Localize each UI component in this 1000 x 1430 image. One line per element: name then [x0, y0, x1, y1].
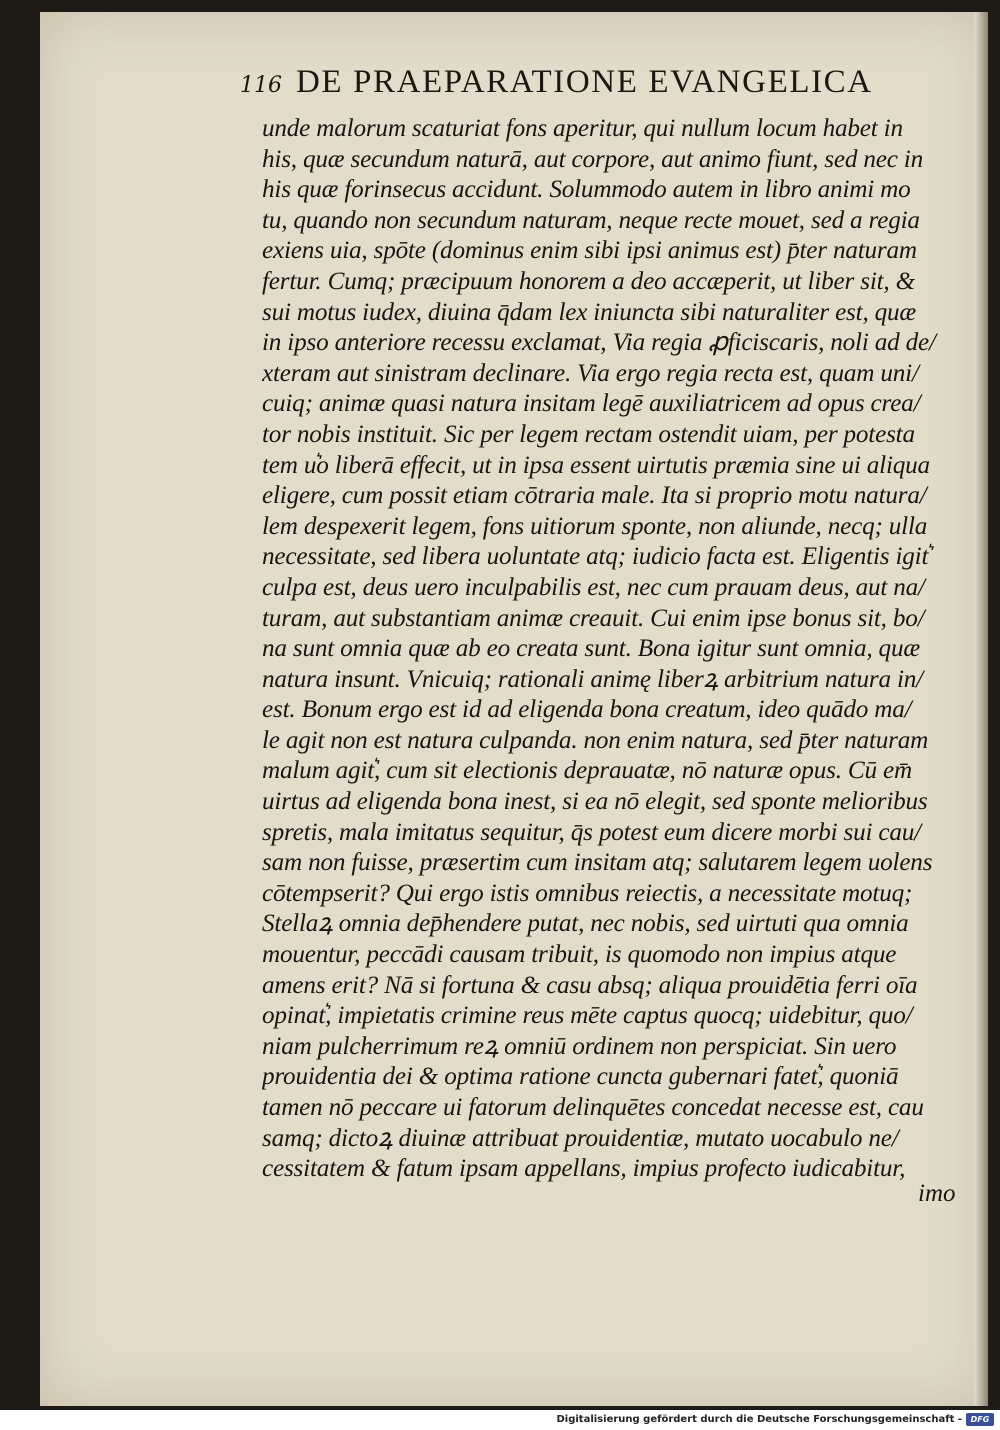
running-title: DE PRAEPARATIONE EVANGELICA [296, 64, 873, 100]
text-line: spretis, mala imitatus sequitur, q̄s potest eum dicere morbi sui cau/ [262, 818, 921, 846]
text-line: na sunt omnia quæ ab eo creata sunt. Bona igitur sunt omnia, quæ [262, 635, 920, 663]
text-line: uirtus ad eligenda bona inest, si ea nō elegit, sed sponte melioribus [262, 788, 928, 816]
text-line: eligere, cum possit etiam cōtraria male. Ita si proprio motu natura/ [262, 482, 927, 510]
page-number: 116 [240, 73, 282, 98]
text-line: sam non fuisse, præsertim cum insitam atq; salutarem legem uolens [262, 849, 933, 877]
digitization-footer [0, 1410, 1000, 1430]
text-line: est. Bonum ergo est id ad eligenda bona creatum, ideo quādo ma/ [262, 696, 912, 724]
text-line: Stellaꝝ omnia dep̄hendere putat, nec nobis, sed uirtuti qua omnia [262, 910, 909, 938]
text-line: niam pulcherrimum reꝝ omniū ordinem non perspiciat. Sin uero [262, 1032, 897, 1060]
text-line: tor nobis instituit. Sic per legem rectam ostendit uiam, per potesta [262, 420, 915, 448]
text-line: tu, quando non secundum naturam, neque recte mouet, sed a regia [262, 206, 920, 234]
text-line: necessitate, sed libera uoluntate atq; iudicio facta est. Eligentis igit͛ [262, 543, 929, 571]
text-line: lem despexerit legem, fons uitiorum sponte, non aliunde, necq; ulla [262, 512, 928, 540]
text-line: tamen nō peccare ui fatorum delinquētes concedat necesse est, cau [262, 1094, 924, 1121]
text-line: samq; dictoꝝ diuinæ attribuat prouidentiæ, mutato uocabulo ne/ [262, 1124, 899, 1152]
text-line: exiens uia, spōte (dominus enim sibi ipsi animus est) p̄ter naturam [262, 237, 917, 265]
text-line: cōtempserit? Qui ergo istis omnibus reiectis, a necessitate motuq; [262, 879, 913, 907]
funding-credit: Digitalisierung gefördert durch die Deutsche Forschungsgemeinschaft - [556, 1414, 962, 1425]
text-line: malum agit͛, cum sit electionis deprauatæ, nō naturæ opus. Cū em̄ [262, 757, 912, 785]
body-text [262, 114, 978, 1185]
text-line: unde malorum scaturiat fons aperitur, qui nullum locum habet in [262, 115, 903, 142]
text-line: opinat͛, impietatis crimine reus mēte captus quocq; uidebitur, quo/ [262, 1002, 913, 1030]
text-line: tem u͛o liberā effecit, ut in ipsa essent uirtutis præmia sine ui aliqua [262, 451, 930, 479]
dfg-logo: DFG [966, 1413, 994, 1426]
catchword: imo [918, 1180, 956, 1207]
text-line: turam, aut substantiam animæ creauit. Cui enim ipse bonus sit, bo/ [262, 604, 925, 632]
text-line: his quæ forinsecus accidunt. Solummodo autem in libro animi mo [262, 176, 911, 204]
text-line: cessitatem & fatum ipsam appellans, impius profecto iudicabitur, [262, 1155, 906, 1183]
text-line: sui motus iudex, diuina q̄dam lex iniuncta sibi naturaliter est, quæ [262, 298, 917, 326]
text-line: natura insunt. Vnicuiq; rationali animę liberꝝ arbitrium natura in/ [262, 665, 923, 693]
text-line: fertur. Cumq; præcipuum honorem a deo accæperit, ut liber sit, & [262, 267, 915, 295]
text-line: in ipso anteriore recessu exclamat, Via regia ꝓficiscaris, noli ad de/ [262, 329, 936, 357]
text-line: le agit non est natura culpanda. non enim natura, sed p̄ter naturam [262, 726, 929, 754]
text-line: prouidentia dei & optima ratione cuncta gubernari fatet͛, quoniā [262, 1063, 899, 1091]
running-head [240, 64, 960, 110]
text-line: cuiq; animæ quasi natura insitam legē auxiliatricem ad opus crea/ [262, 390, 921, 418]
text-line: culpa est, deus uero inculpabilis est, nec cum prauam deus, aut na/ [262, 573, 925, 601]
text-line: amens erit? Nā si fortuna & casu absq; aliqua prouidētia ferri oīa [262, 971, 918, 999]
text-line: mouentur, peccādi causam tribuit, is quomodo non impius atque [262, 941, 897, 969]
text-line: xteram aut sinistram declinare. Via ergo regia recta est, quam uni/ [262, 359, 919, 387]
text-line: his, quæ secundum naturā, aut corpore, aut animo fiunt, sed nec in [262, 145, 923, 173]
